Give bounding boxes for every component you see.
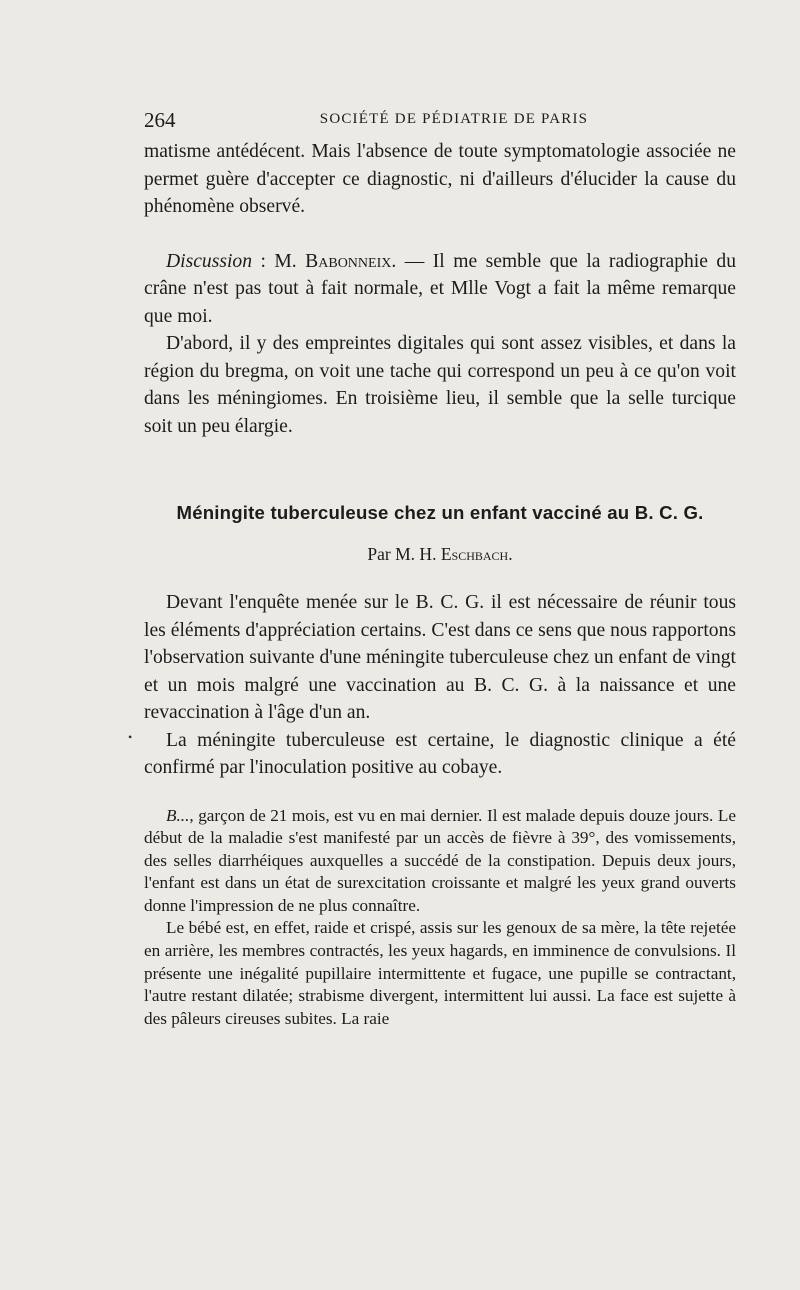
- paragraph-continuation: matisme antédécent. Mais l'absence de toute symptomatologie associée ne permet guère d'accepter ce diagnostic, ni d'ailleurs d'élucider la cause du phénomène observé.: [144, 141, 736, 217]
- byline-prefix: Par M. H.: [367, 544, 441, 564]
- case-paragraph: [144, 805, 736, 918]
- discussion-speaker: Babonneix: [305, 250, 392, 272]
- byline-author: Eschbach: [440, 544, 509, 564]
- article-byline: [144, 544, 736, 565]
- case-text: , garçon de 21 mois, est vu en mai dernier. Il est malade depuis douze jours. Le début de la maladie s'est manifesté par un accès de fièvre à 39°, des vomissements, des selles diarrhéiques auxquelles a succédé de la constipation. Depuis deux jours, l'enfant est dans un état de surexcitation croissante et malgré les yeux grand ouverts donne l'impression de ne plus connaître.: [144, 805, 736, 915]
- page-number: 264: [144, 108, 176, 132]
- case-paragraph-2: Le bébé est, en effet, raide et crispé, assis sur les genoux de sa mère, la tête rejetée en arrière, les membres contractés, les yeux hagards, en imminence de convulsions. Il présente une inégalité pupillaire intermittente et fugace, une pupille se contractant, l'autre restant dilatée; strabisme divergent, intermittent lui aussi. La face est sujette à des pâleurs cireuses subites. La raie: [144, 918, 736, 1028]
- discussion-text: . — Il me semble que la radiographie du crâne n'est pas tout à fait normale, et Mlle Vogt a fait la même remarque que moi.: [144, 250, 736, 327]
- discussion-label: Discussion: [166, 250, 253, 272]
- article-title: Méningite tuberculeuse chez un enfant vacciné au B. C. G.: [176, 502, 704, 523]
- article-paragraph-1: Devant l'enquête menée sur le B. C. G. il est nécessaire de réunir tous les éléments d'appréciation certains. C'est dans ce sens que nous rapportons l'observation suivante d'une méningite tuberculeuse chez un enfant de vingt et un mois malgré une vaccination au B. C. G. à la naissance et une revaccination à l'âge d'un an.: [144, 592, 736, 723]
- discussion-paragraph: [144, 248, 736, 331]
- margin-dot: •: [128, 730, 133, 744]
- discussion-paragraph-2: D'abord, il y des empreintes digitales qui sont assez visibles, et dans la région du bregma, on voit une tache qui correspond un peu à ce qu'on voit dans les méningiomes. En troisième lieu, il semble que la selle turcique soit un peu élargie.: [144, 333, 736, 437]
- document-page: [144, 108, 736, 1030]
- running-head: [144, 108, 736, 138]
- article-paragraph-2: La méningite tuberculeuse est certaine, le diagnostic clinique a été confirmé par l'inoculation positive au cobaye.: [144, 729, 736, 778]
- discussion-separator: : M.: [252, 250, 306, 272]
- byline-suffix: .: [508, 544, 513, 564]
- case-name: B...: [166, 805, 190, 825]
- journal-title: SOCIÉTÉ DE PÉDIATRIE DE PARIS: [319, 111, 589, 127]
